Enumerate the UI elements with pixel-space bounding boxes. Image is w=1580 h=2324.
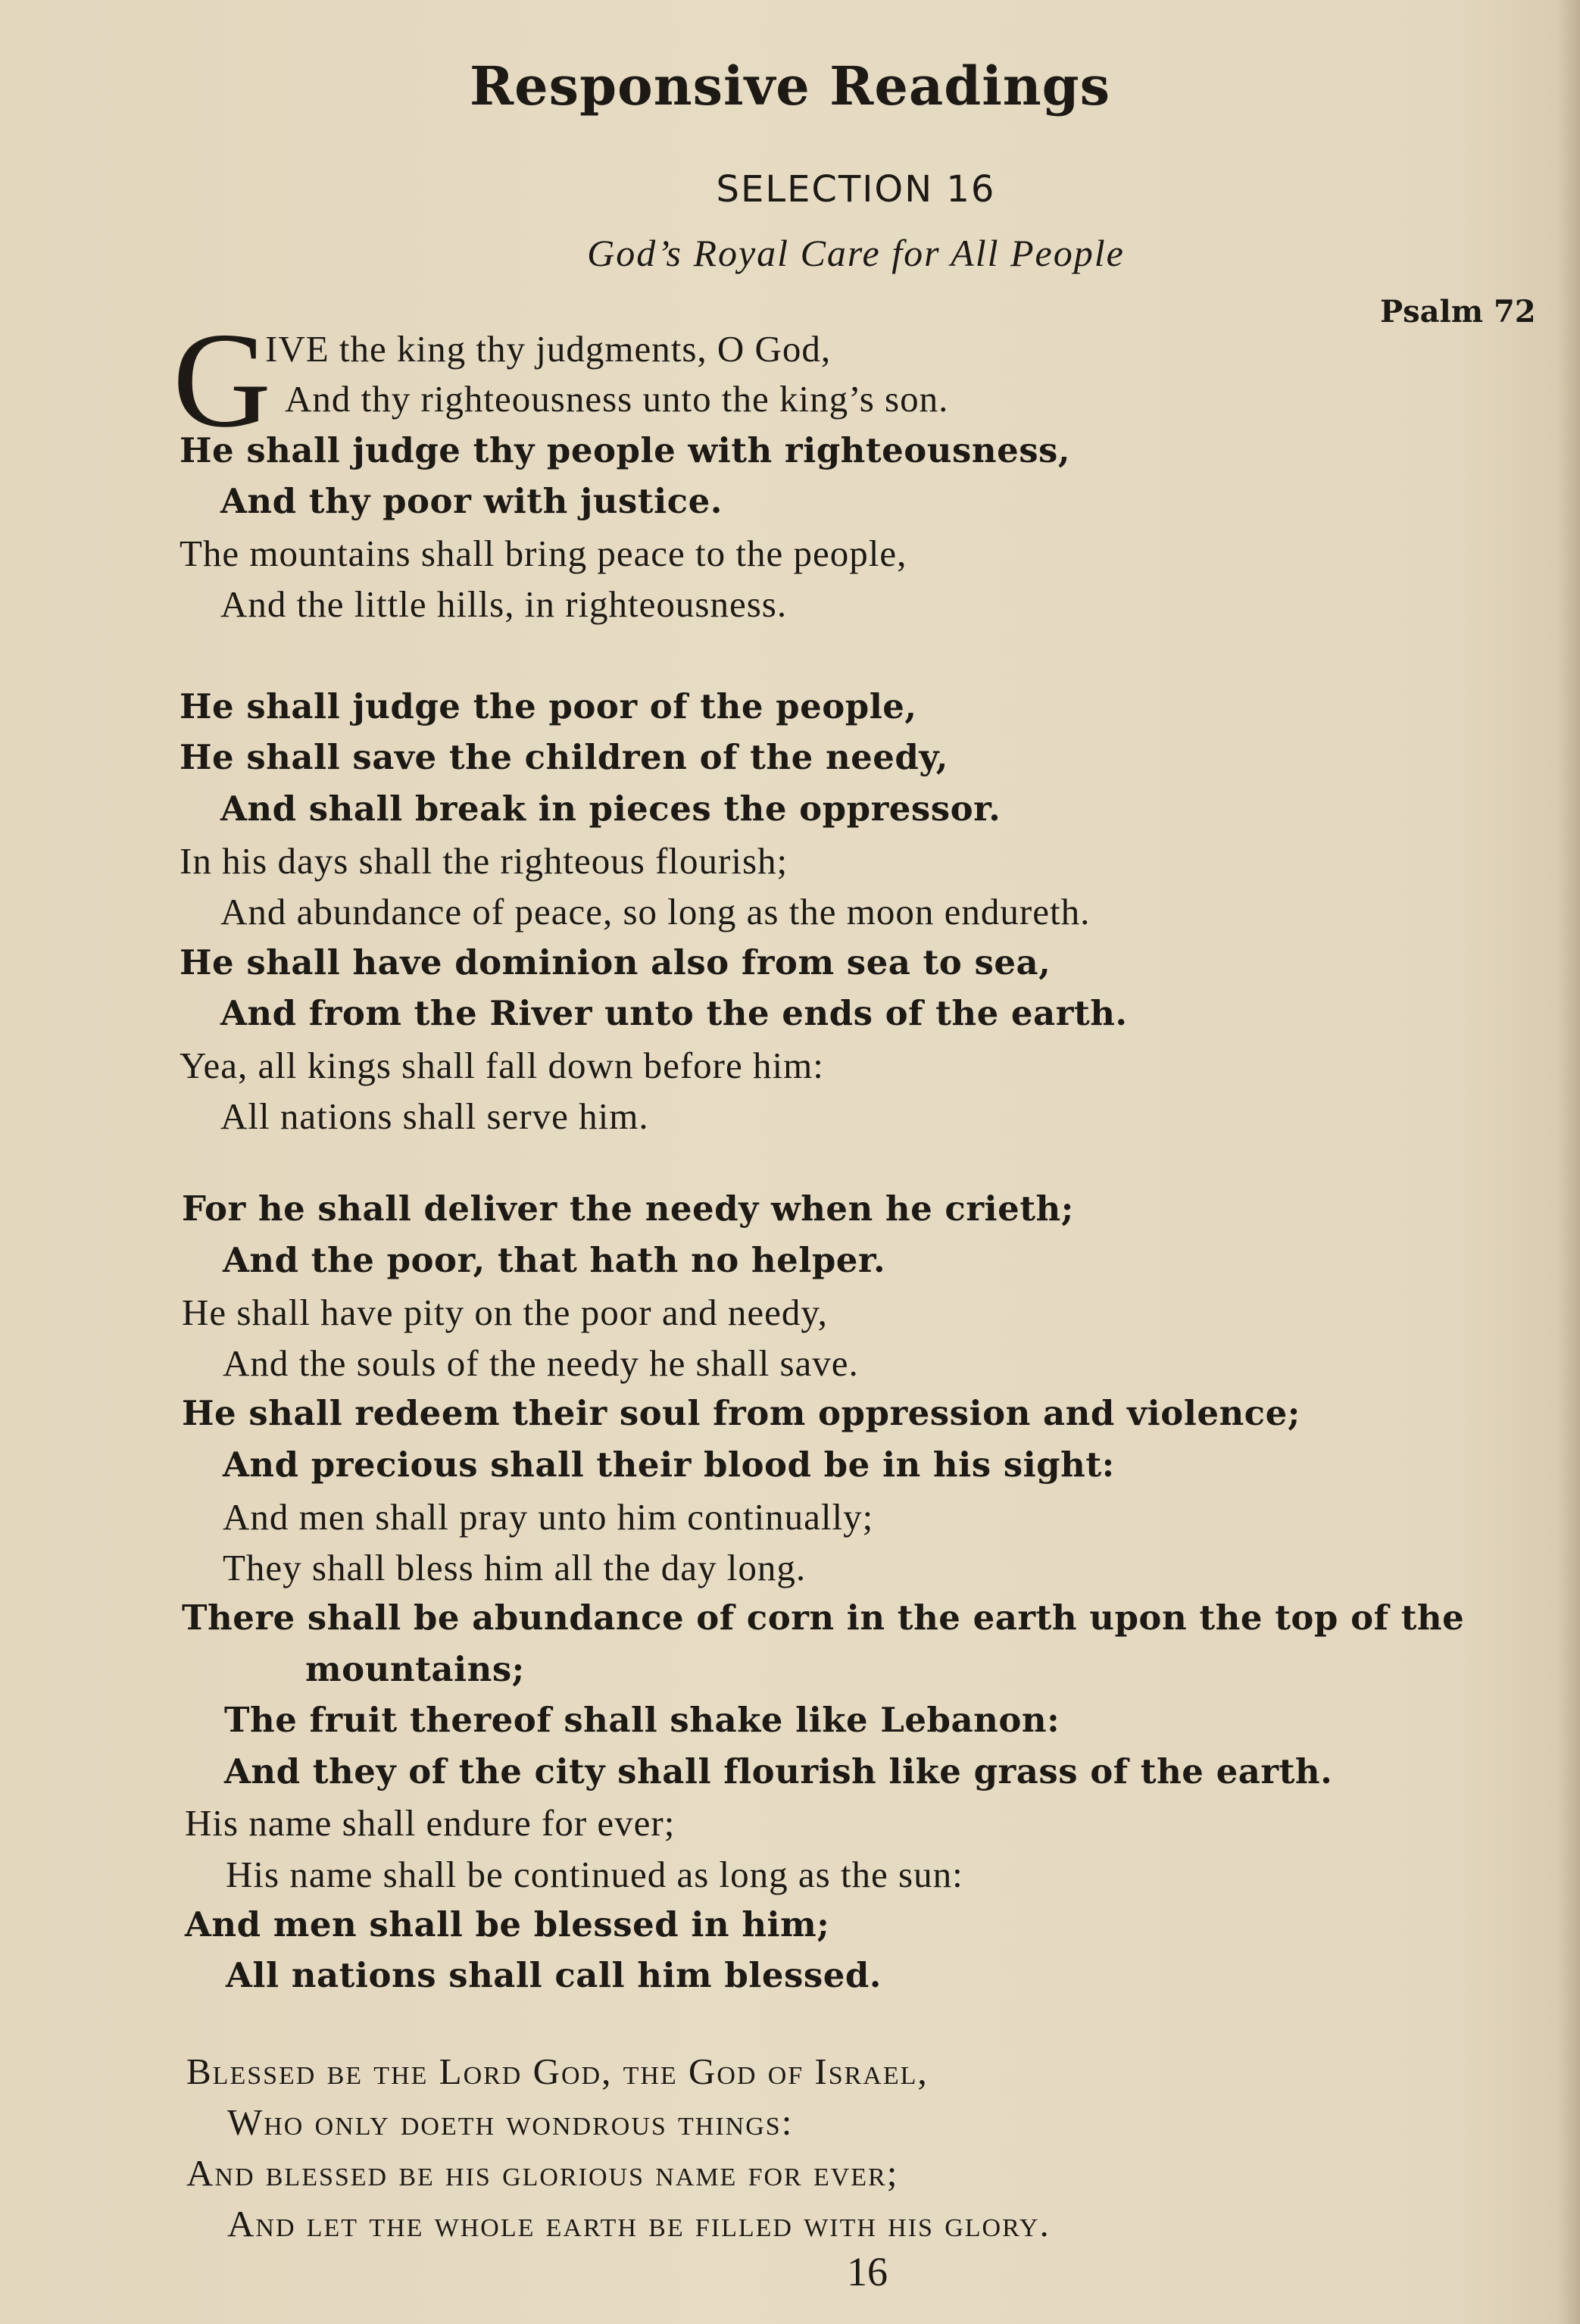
- reading-line: He shall have pity on the poor and needy,: [182, 1292, 828, 1333]
- page-number: 16: [847, 2249, 888, 2294]
- reading-line: His name shall be continued as long as the sun:: [226, 1854, 963, 1895]
- reading-line: And blessed be his glorious name for ever;: [186, 2152, 899, 2194]
- reading-line: And the poor, that hath no helper.: [223, 1240, 886, 1280]
- reading-line: And from the River unto the ends of the earth.: [220, 993, 1128, 1033]
- psalm-reference: Psalm 72: [1380, 294, 1536, 330]
- reading-line: Yea, all kings shall fall down before him:: [180, 1045, 824, 1086]
- page-edge-shadow: [1557, 0, 1580, 2324]
- reading-line: He shall judge thy people with righteousness,: [180, 430, 1071, 470]
- reading-line: In his days shall the righteous flourish;: [180, 840, 788, 882]
- reading-line: Blessed be the Lord God, the God of Israel,: [186, 2051, 929, 2092]
- reading-line: His name shall endure for ever;: [185, 1802, 676, 1844]
- reading-line: And men shall pray unto him continually;: [223, 1496, 874, 1538]
- reading-line: He shall save the children of the needy,: [180, 737, 948, 777]
- reading-line: And they of the city shall flourish like grass of the earth.: [224, 1751, 1333, 1791]
- reading-line: For he shall deliver the needy when he crieth;: [182, 1189, 1074, 1229]
- reading-line: He shall have dominion also from sea to sea,: [180, 942, 1051, 982]
- selection-label: SELECTION 16: [716, 168, 996, 211]
- running-header: Responsive Readings: [469, 55, 1111, 117]
- selection-subtitle: God’s Royal Care for All People: [587, 232, 1125, 274]
- reading-line: And shall break in pieces the oppressor.: [220, 789, 1001, 829]
- reading-line: And thy righteousness unto the king’s son.: [285, 378, 949, 420]
- reading-line: And men shall be blessed in him;: [185, 1904, 830, 1944]
- reading-line: And precious shall their blood be in his sight:: [223, 1445, 1115, 1485]
- reading-line: And the souls of the needy he shall save.: [223, 1342, 859, 1384]
- reading-line: All nations shall serve him.: [220, 1095, 649, 1137]
- reading-line: And let the whole earth be filled with his glory.: [227, 2203, 1051, 2244]
- reading-line: IVE the king thy judgments, O God,: [265, 328, 832, 370]
- reading-line: All nations shall call him blessed.: [226, 1955, 882, 1995]
- reading-line: And abundance of peace, so long as the moon endureth.: [220, 891, 1091, 932]
- reading-line: mountains;: [305, 1649, 525, 1689]
- reading-line: They shall bless him all the day long.: [223, 1547, 807, 1588]
- reading-line: Who only doeth wondrous things:: [227, 2101, 794, 2143]
- reading-line: The mountains shall bring peace to the people,: [180, 533, 907, 574]
- reading-line: He shall judge the poor of the people,: [180, 686, 917, 726]
- reading-line: The fruit thereof shall shake like Lebanon:: [224, 1700, 1060, 1740]
- reading-line: He shall redeem their soul from oppression and violence;: [182, 1393, 1301, 1433]
- reading-line: And the little hills, in righteousness.: [220, 583, 788, 625]
- reading-line: And thy poor with justice.: [220, 481, 723, 521]
- reading-line: There shall be abundance of corn in the earth upon the top of the: [182, 1598, 1465, 1638]
- drop-cap: G: [173, 305, 271, 455]
